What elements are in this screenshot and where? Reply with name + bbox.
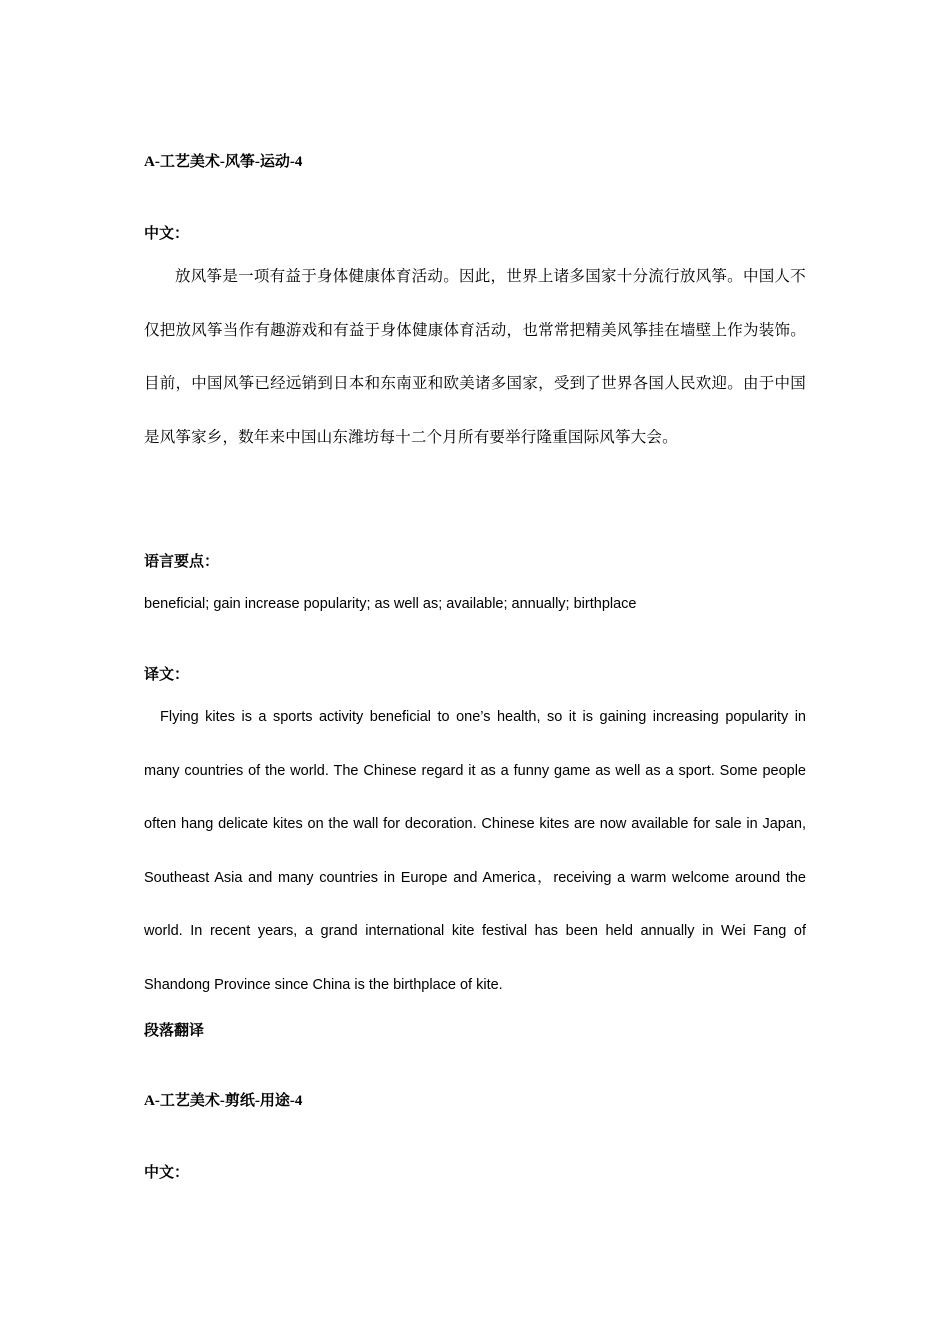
chinese-paragraph: 放风筝是一项有益于身体健康体育活动。因此，世界上诸多国家十分流行放风筝。中国人不仅把放风筝当作有趣游戏和有益于身体健康体育活动，也常常把精美风筝挂在墙壁上作为装饰。目前，中国风筝已经远销到日本和东南亚和欧美诸多国家，受到了世界各国人民欢迎。由于中国是风筝家乡，数年来中国山东潍坊每十二个月所有要举行隆重国际风筝大会。: [144, 268, 806, 446]
language-points-text: beneficial; gain increase popularity; as well as; available; annually; birthplace: [144, 596, 637, 612]
translation-paragraph: Flying kites is a sports activity beneficial to one’s health, so it is gaining increasing popularity in many countries of the world. The Chinese regard it as a funny game as well as a sport. Some people often hang delicate kites on the wall for decoration. Chinese kites are now available for sale in Japan, Southeast Asia and many countries in Europe and America，receiving a warm welcome around the world. In recent years, a grand international kite festival has been held annually in Wei Fang of Shandong Province since China is the birthplace of kite.: [144, 709, 806, 993]
section-title-2: A-工艺美术-剪纸-用途-4: [144, 1093, 303, 1109]
translation-label: 译文：: [144, 667, 190, 683]
document-page: [144, 0, 806, 1344]
chinese-label: 中文：: [144, 226, 190, 242]
section-title: A-工艺美术-风筝-运动-4: [144, 154, 303, 170]
chinese-label-2: 中文：: [144, 1165, 190, 1181]
category-label: 段落翻译: [144, 1023, 205, 1039]
language-points-label: 语言要点：: [144, 554, 220, 570]
